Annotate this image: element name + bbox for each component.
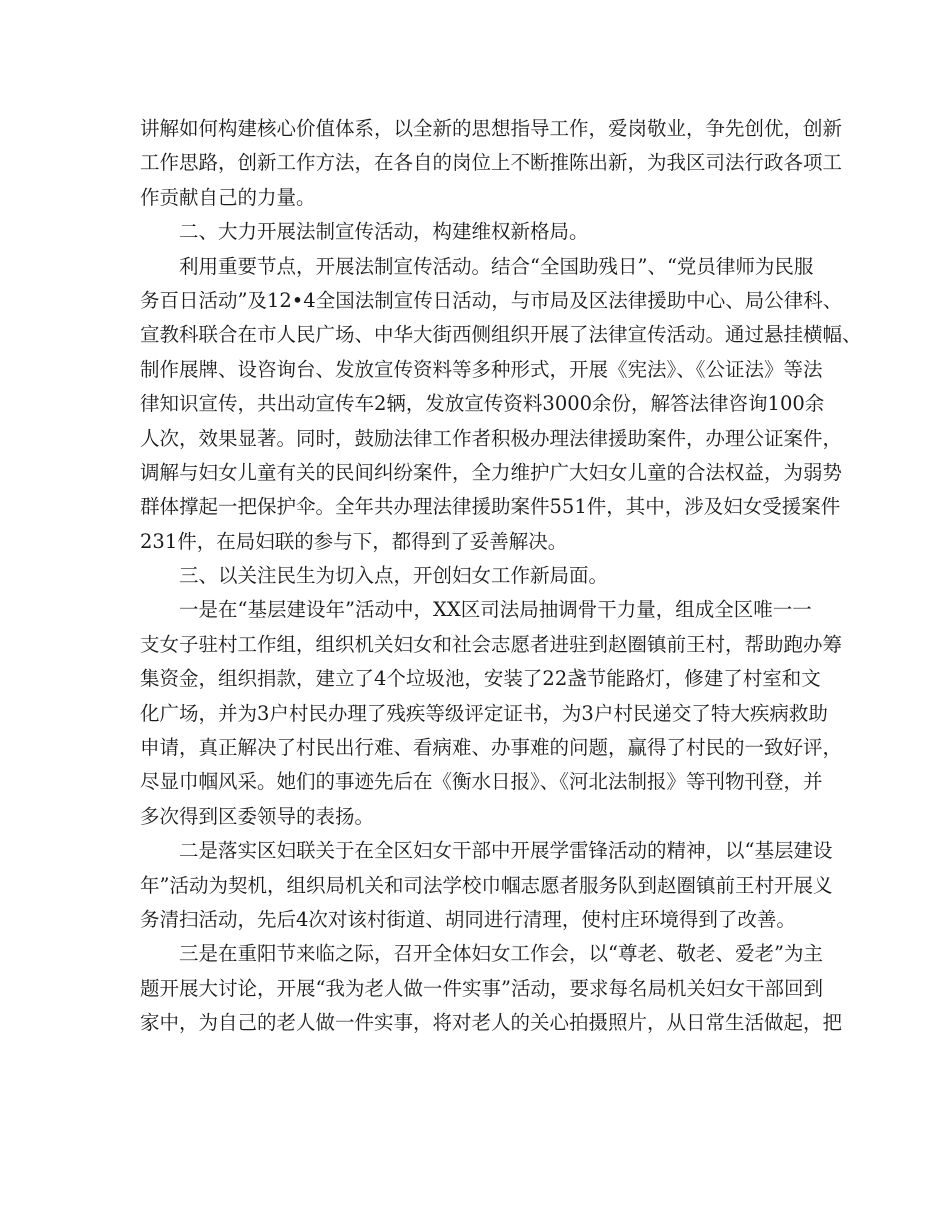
- text-line: 尽显巾帼风采。她们的事迹先后在《衡水日报》、《河北法制报》等刊物刊登，并: [140, 770, 823, 794]
- text-line: 题开展大讨论，开展“我为老人做一件实事”活动，要求每名局机关妇女干部回到: [140, 976, 823, 1000]
- text-line: 二是落实区妇联关于在全区妇女干部中开展学雷锋活动的精神，以“基层建设: [179, 839, 833, 863]
- document-page: [140, 112, 862, 1041]
- text-line: 讲解如何构建核心价值体系，以全新的思想指导工作，爱岗敬业，争先创优，创新: [140, 117, 843, 140]
- text-line: 人次，效果显著。同时，鼓励法律工作者积极办理法律援助案件，办理公证案件，: [140, 426, 843, 450]
- text-line: 231件，在局妇联的参与下，都得到了妥善解决。: [140, 529, 568, 553]
- text-line: 律知识宣传，共出动宣传车2辆，发放宣传资料3000余份，解答法律咨询100余: [140, 392, 825, 416]
- text-line: 支女子驻村工作组，组织机关妇女和社会志愿者进驻到赵圈镇前王村，帮助跑办筹: [140, 632, 843, 656]
- text-line: 申请，真正解决了村民出行难、看病难、办事难的问题，赢得了村民的一致好评，: [140, 736, 843, 760]
- text-line: 务百日活动”及12•4全国法制宣传日活动，与市局及区法律援助中心、局公律科、: [140, 288, 843, 312]
- text-line: 宣教科联合在市人民广场、中华大街西侧组织开展了法律宣传活动。通过悬挂横幅、: [140, 323, 862, 347]
- text-line: 化广场，并为3户村民办理了残疾等级评定证书，为3户村民递交了特大疾病救助: [140, 701, 828, 725]
- text-line: 务清扫活动，先后4次对该村街道、胡同进行清理，使村庄环境得到了改善。: [140, 907, 796, 931]
- text-line: 集资金，组织捐款，建立了4个垃圾池，安装了22盏节能路灯，修建了村室和文: [140, 667, 821, 691]
- text-line: 三是在重阳节来临之际，召开全体妇女工作会，以“尊老、敬老、爱老”为主: [179, 942, 823, 966]
- text-line: 家中，为自己的老人做一件实事，将对老人的关心拍摄照片，从日常生活做起，把: [140, 1011, 843, 1035]
- text-line: 二、大力开展法制宣传活动，构建维权新格局。: [179, 220, 589, 244]
- text-line: 三、以关注民生为切入点，开创妇女工作新局面。: [179, 564, 609, 588]
- text-line: 工作思路，创新工作方法，在各自的岗位上不断推陈出新，为我区司法行政各项工: [140, 151, 843, 175]
- text-line: 利用重要节点，开展法制宣传活动。结合“全国助残日”、“党员律师为民服: [179, 254, 814, 278]
- text-line: 一是在“基层建设年”活动中，XX区司法局抽调骨干力量，组成全区唯一一: [179, 598, 812, 622]
- text-line: 多次得到区委领导的表扬。: [140, 804, 375, 828]
- text-line: 年”活动为契机，组织局机关和司法学校巾帼志愿者服务队到赵圈镇前王村开展义: [140, 873, 833, 897]
- text-line: 调解与妇女儿童有关的民间纠纷案件，全力维护广大妇女儿童的合法权益，为弱势: [140, 460, 843, 484]
- text-line: 制作展牌、设咨询台、发放宣传资料等多种形式，开展《宪法》、《公证法》等法: [140, 357, 823, 381]
- text-line: 作贡献自己的力量。: [140, 185, 316, 209]
- text-line: 群体撑起一把保护伞。全年共办理法律援助案件551件，其中，涉及妇女受援案件: [140, 495, 841, 519]
